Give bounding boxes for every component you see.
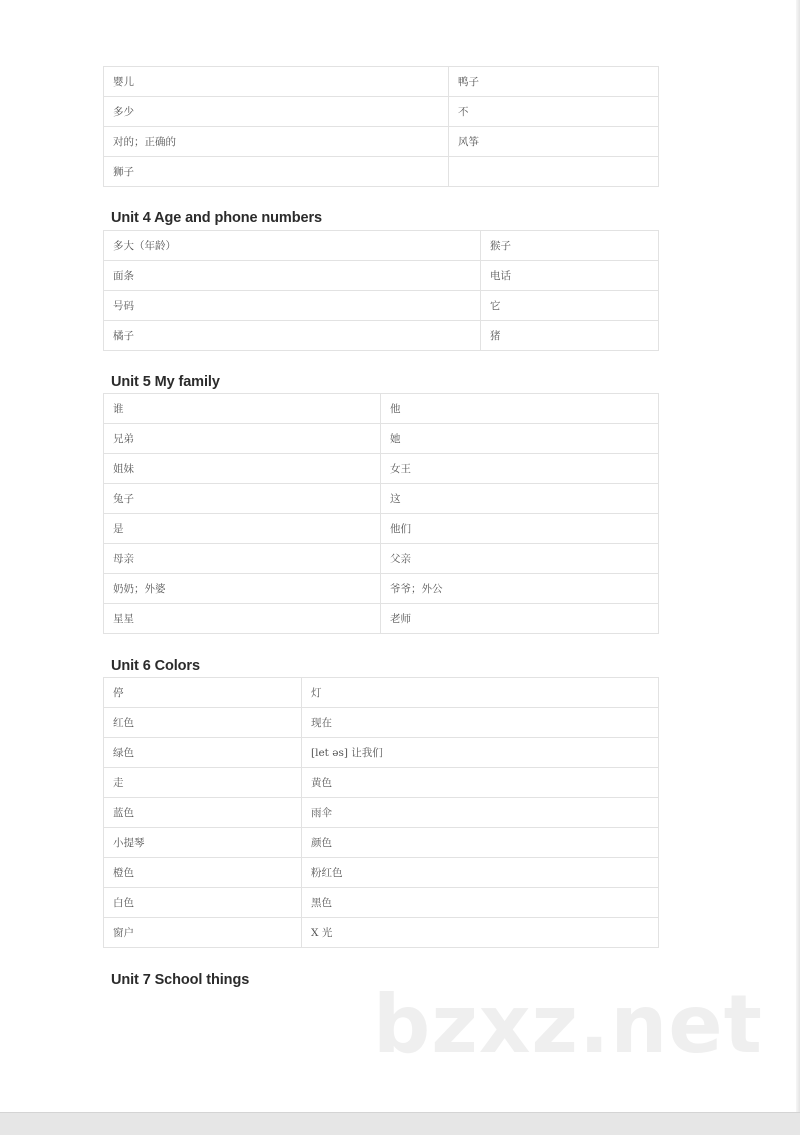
unit-4-heading: Unit 4 Age and phone numbers [111,210,322,226]
vocab-cell: 他 [381,394,659,424]
vocab-cell: 母亲 [104,544,381,574]
vocab-cell: 风筝 [449,127,659,157]
table-row [104,231,659,261]
table-row [104,157,659,187]
vocab-table-unit-3 [103,66,659,187]
vocab-cell: 黄色 [302,768,659,798]
vocab-cell: 鸭子 [449,67,659,97]
vocab-cell: 是 [104,514,381,544]
vocab-cell: 奶奶；外婆 [104,574,381,604]
table-row [104,768,659,798]
vocab-cell: 他们 [381,514,659,544]
vocab-cell: 星星 [104,604,381,634]
vocab-cell: X 光 [302,918,659,948]
vocab-cell: 蓝色 [104,798,302,828]
vocab-cell: 女王 [381,454,659,484]
vocab-cell: 粉红色 [302,858,659,888]
vocab-cell: 号码 [104,291,481,321]
vocab-table-unit-4 [103,230,659,351]
table-row [104,424,659,454]
vocab-cell: 白色 [104,888,302,918]
table-row [104,678,659,708]
vocab-cell: 现在 [302,708,659,738]
vocab-cell: 面条 [104,261,481,291]
vocab-table-unit-5 [103,393,659,634]
unit-5-heading: Unit 5 My family [111,374,220,390]
vocab-cell: 小提琴 [104,828,302,858]
vocab-cell: 爷爷；外公 [381,574,659,604]
table-row [104,484,659,514]
vocab-cell: 谁 [104,394,381,424]
vocab-cell: 姐妹 [104,454,381,484]
vocab-cell: 不 [449,97,659,127]
vocab-cell: 多大（年龄） [104,231,481,261]
table-row [104,97,659,127]
vocab-cell: 窗户 [104,918,302,948]
vocab-cell: 她 [381,424,659,454]
vocab-cell: 它 [481,291,659,321]
vocab-cell: 狮子 [104,157,449,187]
vocab-cell: 老师 [381,604,659,634]
table-row [104,828,659,858]
vocab-cell: 对的；正确的 [104,127,449,157]
table-row [104,544,659,574]
vocab-cell: 灯 [302,678,659,708]
vocab-cell [449,157,659,187]
vocab-cell: 电话 [481,261,659,291]
vocab-cell: 多少 [104,97,449,127]
table-row [104,67,659,97]
vocab-cell: 橘子 [104,321,481,351]
vocab-cell: 父亲 [381,544,659,574]
vocab-cell: 红色 [104,708,302,738]
table-row [104,574,659,604]
vocab-cell: 这 [381,484,659,514]
table-row [104,604,659,634]
page-shadow-right [796,0,800,1112]
vocab-cell: 猴子 [481,231,659,261]
table-row [104,738,659,768]
table-row [104,888,659,918]
table-row [104,918,659,948]
table-row [104,454,659,484]
vocab-cell: [let əs] 让我们 [302,738,659,768]
page-bottom-edge [0,1112,800,1135]
vocab-cell: 颜色 [302,828,659,858]
table-row [104,858,659,888]
vocab-cell: 兔子 [104,484,381,514]
vocab-cell: 橙色 [104,858,302,888]
table-row [104,127,659,157]
unit-7-heading: Unit 7 School things [111,972,250,988]
vocab-cell: 黑色 [302,888,659,918]
table-row [104,321,659,351]
table-row [104,291,659,321]
table-row [104,798,659,828]
vocab-table-unit-6 [103,677,659,948]
vocab-cell: 走 [104,768,302,798]
table-row [104,708,659,738]
table-row [104,261,659,291]
watermark: bzxz.net [373,978,763,1071]
unit-6-heading: Unit 6 Colors [111,658,200,674]
vocab-cell: 停 [104,678,302,708]
table-row [104,514,659,544]
vocab-cell: 猪 [481,321,659,351]
vocab-cell: 绿色 [104,738,302,768]
table-row [104,394,659,424]
vocab-cell: 婴儿 [104,67,449,97]
vocab-cell: 雨伞 [302,798,659,828]
vocab-cell: 兄弟 [104,424,381,454]
